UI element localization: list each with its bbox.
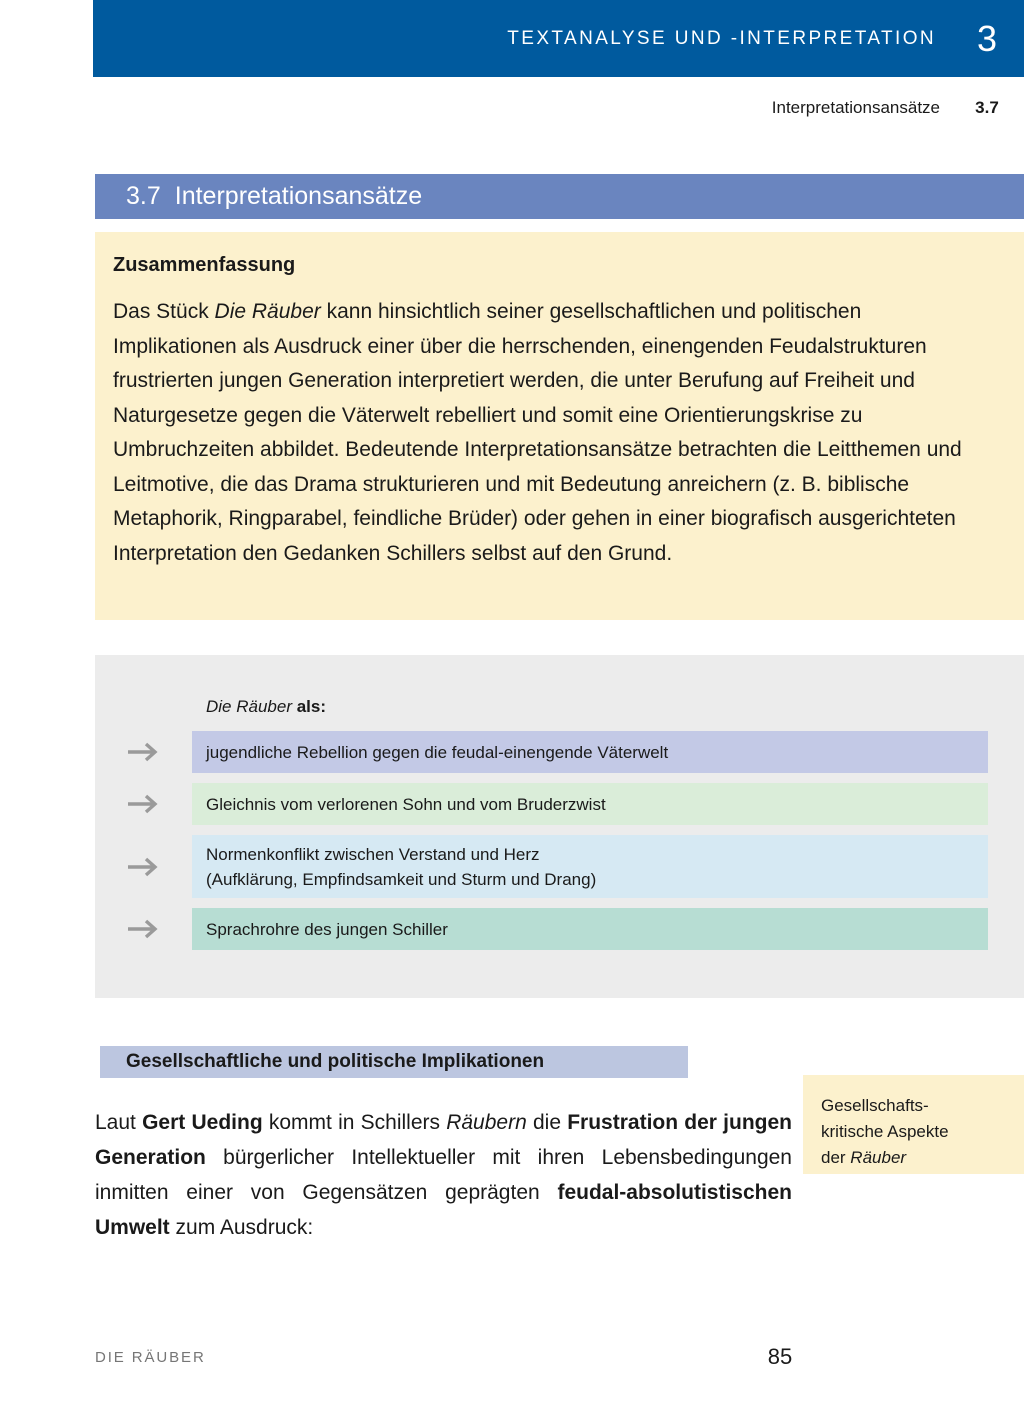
margin-note-line3-italic: Räuber	[850, 1148, 907, 1167]
margin-note-line3-prefix: der	[821, 1148, 851, 1167]
footer-page-number: 85	[767, 1344, 793, 1369]
diagram-row-bar-2	[192, 783, 988, 825]
arrow-right-icon	[95, 835, 192, 898]
body-text-2: kommt in Schillers	[262, 1111, 447, 1134]
summary-text-part1: Das Stück	[113, 300, 215, 323]
body-text-4: bürgerlicher Intellektueller mit ihren Lebensbedingungen inmitten einer von Gegensätzen geprägten	[95, 1146, 792, 1204]
diagram-row-label-multiline	[206, 842, 596, 892]
summary-heading: Zusammenfassung	[113, 254, 296, 276]
diagram-row-label-line2: (Aufklärung, Empfindsamkeit und Sturm und Drang)	[206, 869, 597, 889]
body-text-1: Laut	[95, 1111, 143, 1134]
summary-text-italic-title: Die Räuber	[214, 300, 321, 323]
chapter-header-bar	[93, 0, 1024, 77]
diagram-caption-title: Die Räuber	[206, 697, 292, 716]
diagram-row	[95, 835, 1024, 898]
diagram-row-bar-4	[192, 908, 988, 950]
running-head-section-number: 3.7	[975, 98, 999, 117]
diagram-caption-suffix: als:	[292, 697, 327, 716]
margin-note-box	[803, 1075, 1024, 1174]
diagram-row	[95, 731, 1024, 773]
section-header-bar	[95, 174, 1024, 219]
summary-paragraph	[113, 295, 978, 571]
body-bold-umwelt: feudal-absolutistischen Umwelt	[95, 1181, 792, 1239]
body-text-3: die	[526, 1111, 568, 1134]
chapter-header-number: 3	[976, 17, 998, 59]
diagram-row-label-line1: Normenkonflikt zwischen Verstand und Herz	[206, 844, 540, 864]
margin-note-line1: Gesellschafts-	[821, 1096, 929, 1115]
margin-note-line2: kritische Aspekte	[821, 1122, 949, 1141]
body-text-5: zum Ausdruck:	[169, 1216, 314, 1239]
arrow-right-icon	[95, 731, 192, 773]
subsection-heading-label: Gesellschaftliche und politische Implikationen	[126, 1051, 545, 1072]
section-title: Interpretationsansätze	[174, 182, 423, 210]
diagram-row-label: jugendliche Rebellion gegen die feudal-einengende Väterwelt	[206, 742, 669, 762]
footer-book-title: DIE RÄUBER	[95, 1349, 206, 1366]
diagram-row-bar-3	[192, 835, 988, 898]
diagram-row	[95, 783, 1024, 825]
body-paragraph	[95, 1105, 792, 1245]
summary-text-part2: kann hinsichtlich seiner gesellschaftlichen und politischen Implikationen als Ausdruck einer über die herrschenden, einengenden Feudalstrukturen frustrierten jungen Generation interpretiert werden, die unter Berufung auf Freiheit und Naturgesetze gegen die Väterwelt rebelliert und somit eine Orientierungskrise zu Umbruchzeiten abbildet. Bedeutende Interpretationsansätze betrachten die Leitthemen und Leitmotive, die das Drama strukturieren und mit Bedeutung anreichern (z. B. biblische Metaphorik, Ringparabel, feindliche Brüder) oder gehen in einer biografisch ausgerichteten Interpretation den Gedanken Schillers selbst auf den Grund.	[113, 300, 962, 565]
diagram-box	[95, 655, 1024, 998]
summary-box	[95, 232, 1024, 620]
section-number: 3.7	[126, 182, 161, 210]
arrow-right-icon	[95, 908, 192, 950]
diagram-row-bar-1	[192, 731, 988, 773]
diagram-caption	[206, 697, 326, 717]
subsection-heading-bar	[100, 1046, 688, 1078]
body-italic-work: Räubern	[446, 1111, 527, 1134]
diagram-row-label: Sprachrohre des jungen Schiller	[206, 919, 448, 939]
diagram-row-list	[95, 731, 1024, 960]
diagram-row-label: Gleichnis vom verlorenen Sohn und vom Bruderzwist	[206, 794, 606, 814]
chapter-header-title: TEXTANALYSE UND -INTERPRETATION	[507, 27, 936, 49]
running-head	[772, 98, 1002, 118]
body-bold-frustration: Frustration der jungen Generation	[95, 1111, 792, 1169]
arrow-right-icon	[95, 783, 192, 825]
running-head-title: Interpretationsansätze	[771, 98, 940, 117]
diagram-row	[95, 908, 1024, 950]
body-bold-author: Gert Ueding	[142, 1111, 263, 1134]
